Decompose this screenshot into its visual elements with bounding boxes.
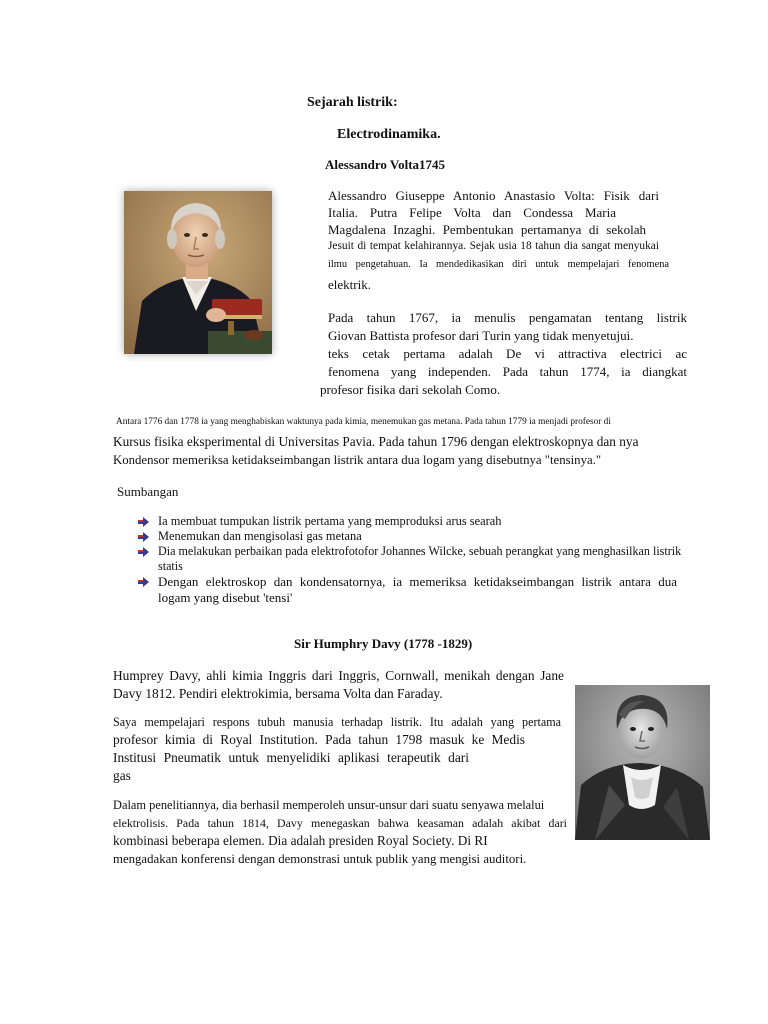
- davy-research-paragraph: [113, 796, 567, 868]
- text-line: fenomena yang independen. Pada tahun 1774, ia diangkat: [328, 364, 687, 379]
- arrow-bullet-icon: [138, 517, 149, 527]
- list-item-text: statis: [158, 559, 183, 573]
- text-line: Italia. Putra Felipe Volta dan Condessa Maria: [328, 205, 616, 220]
- text-line: profesor kimia di Royal Institution. Pada tahun 1798 masuk ke Medis: [113, 732, 525, 747]
- list-item-text: logam yang disebut 'tensi': [158, 590, 293, 605]
- list-item: [136, 514, 678, 529]
- davy-portrait-image: [575, 685, 710, 840]
- list-item: [136, 574, 678, 606]
- text-line: profesor fisika dari sekolah Como.: [320, 382, 501, 397]
- arrow-bullet-icon: [138, 532, 149, 542]
- arrow-bullet-icon: [138, 577, 149, 587]
- volta-portrait-image: [124, 191, 272, 354]
- list-item-text: Ia membuat tumpukan listrik pertama yang memproduksi arus searah: [158, 514, 502, 528]
- text-line: Alessandro Giuseppe Antonio Anastasio Volta: Fisik dari: [328, 188, 659, 203]
- page-title: Sejarah listrik:: [307, 95, 398, 110]
- list-item: [136, 544, 682, 574]
- text-line: Institusi Pneumatik untuk menyelidiki aplikasi terapeutik dari: [113, 750, 469, 765]
- davy-career-paragraph: [113, 713, 561, 785]
- text-line: teks cetak pertama adalah De vi attractiva electrici ac: [328, 346, 687, 361]
- list-item-text: Dia melakukan perbaikan pada elektrofotofor Johannes Wilcke, sebuah perangkat yang menghasilkan listrik: [158, 544, 682, 558]
- text-line: Kondensor memeriksa ketidakseimbangan listrik antara dua logam yang disebutnya "tensinya.": [113, 453, 602, 467]
- text-line: gas: [113, 768, 131, 783]
- text-line: Antara 1776 dan 1778 ia yang menghabiskan waktunya pada kimia, menemukan gas metana. Pada tahun 1779 ia menjadi profesor di: [116, 417, 611, 427]
- text-line: mengadakan konferensi dengan demonstrasi untuk publik yang mengisi auditori.: [113, 852, 527, 866]
- list-item-text: Dengan elektroskop dan kondensatornya, ia memeriksa ketidakseimbangan listrik antara dua: [158, 574, 677, 589]
- volta-career-paragraph: [328, 309, 687, 381]
- text-line: Magdalena Inzaghi. Pembentukan pertamanya di sekolah: [328, 222, 646, 237]
- text-line: Pada tahun 1767, ia menulis pengamatan tentang listrik: [328, 310, 687, 325]
- list-item-text: Menemukan dan mengisolasi gas metana: [158, 529, 362, 543]
- text-line: Giovan Battista profesor dari Turin yang tidak menyetujui.: [328, 328, 634, 343]
- davy-intro-paragraph: [113, 667, 564, 703]
- volta-pavia-paragraph: [113, 433, 673, 469]
- text-line: Kursus fisika eksperimental di Universitas Pavia. Pada tahun 1796 dengan elektroskopnya dan nya: [113, 434, 639, 449]
- volta-heading: Alessandro Volta1745: [325, 157, 446, 172]
- text-line: Davy 1812. Pendiri elektrokimia, bersama Volta dan Faraday.: [113, 686, 443, 701]
- section-subtitle: Electrodinamika.: [337, 127, 441, 142]
- contributions-list: [136, 514, 682, 606]
- arrow-bullet-icon: [138, 547, 149, 557]
- text-line: Dalam penelitiannya, dia berhasil memperoleh unsur-unsur dari suatu senyawa melalui: [113, 798, 545, 812]
- sumbangan-heading: Sumbangan: [117, 484, 179, 499]
- text-line: Humprey Davy, ahli kimia Inggris dari Inggris, Cornwall, menikah dengan Jane: [113, 668, 564, 683]
- davy-heading: Sir Humphry Davy (1778 -1829): [294, 636, 473, 651]
- text-line: kombinasi beberapa elemen. Dia adalah presiden Royal Society. Di RI: [113, 833, 488, 848]
- text-line: ilmu pengetahuan. Ia mendedikasikan diri untuk mempelajari fenomena: [328, 259, 669, 270]
- text-line: Jesuit di tempat kelahirannya. Sejak usia 18 tahun dia sangat menyukai: [328, 240, 659, 252]
- volta-bio-paragraph: [328, 187, 669, 294]
- text-line: elektrolisis. Pada tahun 1814, Davy menegaskan bahwa keasaman adalah akibat dari: [113, 816, 567, 830]
- list-item: [136, 529, 678, 544]
- text-line: elektrik.: [328, 277, 371, 292]
- text-line: Saya mempelajari respons tubuh manusia terhadap listrik. Itu adalah yang pertama: [113, 715, 561, 729]
